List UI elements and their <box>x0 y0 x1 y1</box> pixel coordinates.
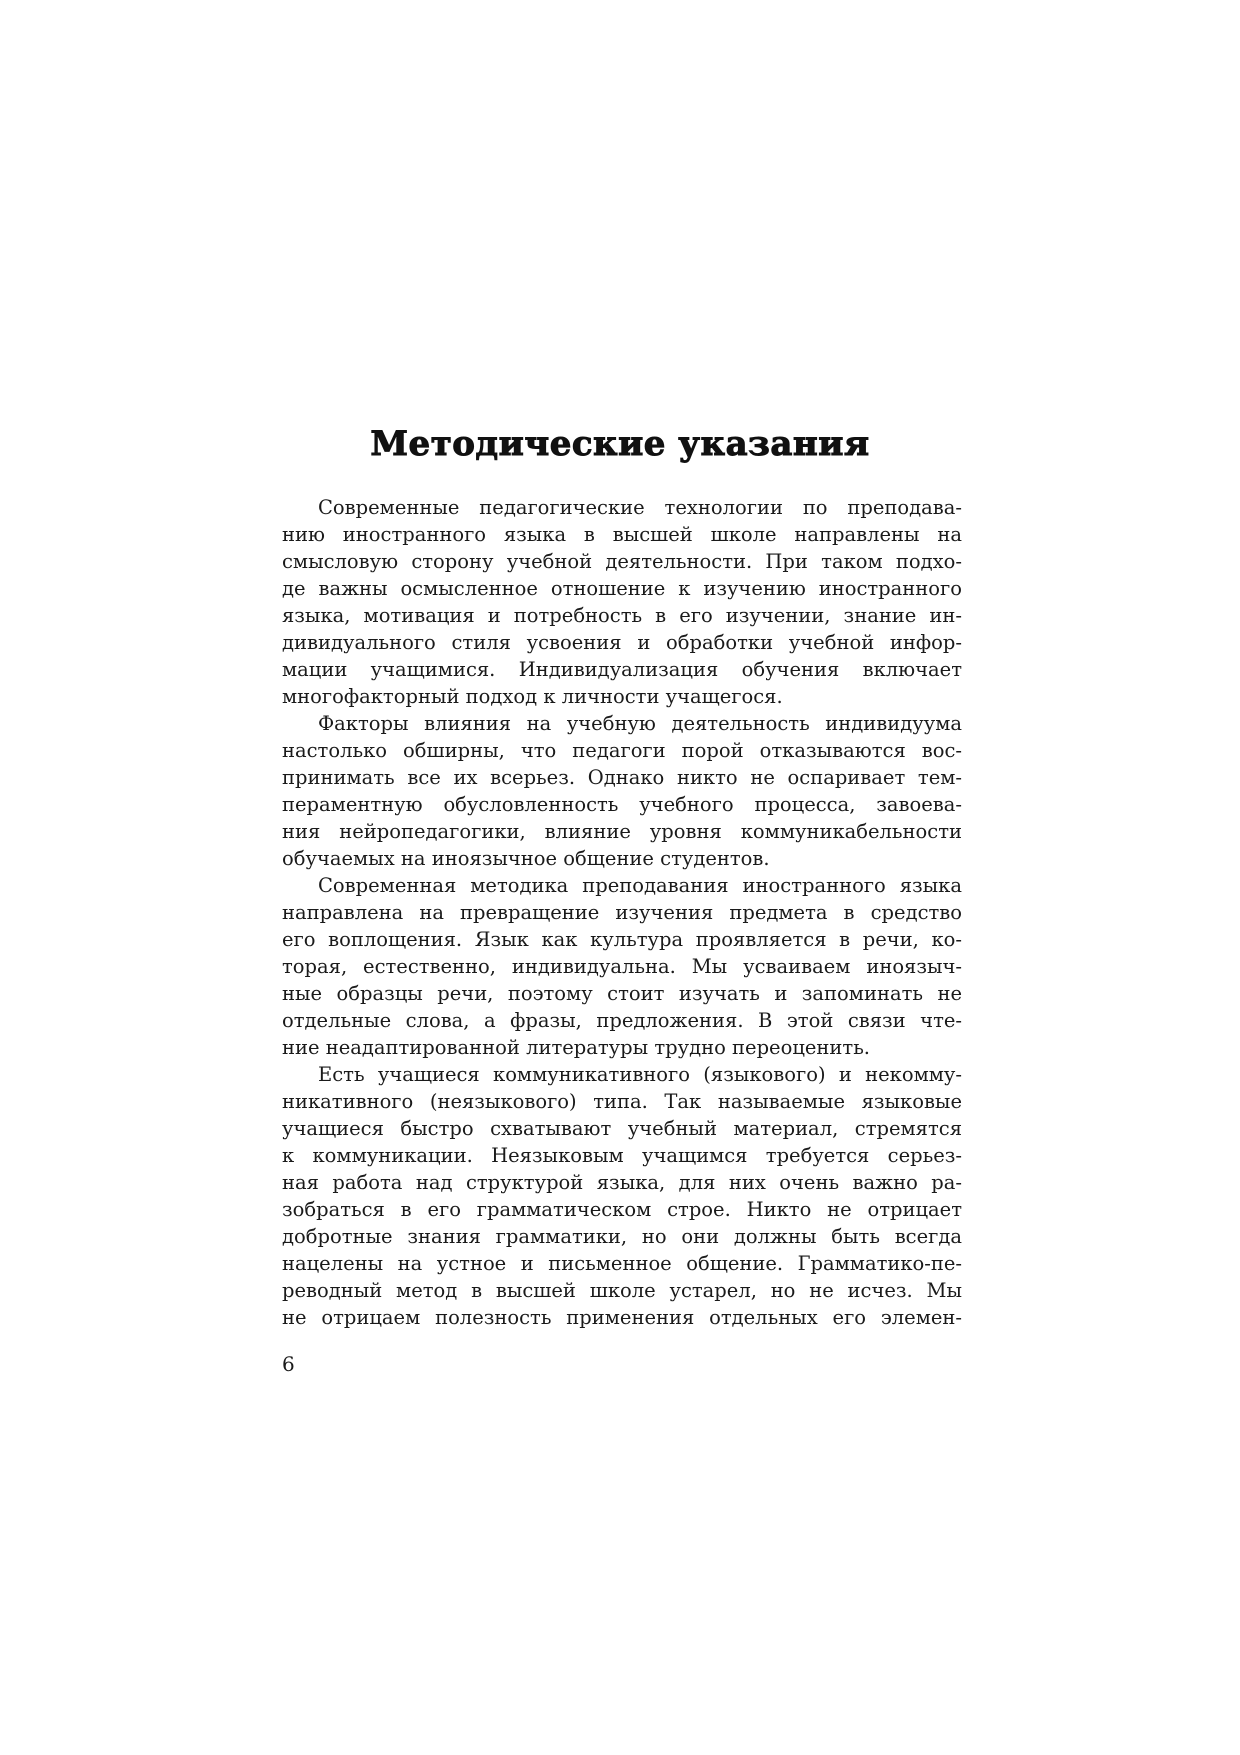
text-line: языка, мотивация и потребность в его изучении, знание ин- <box>282 604 962 627</box>
text-line: к коммуникации. Неязыковым учащимся требуется серьез- <box>282 1144 962 1167</box>
paragraph <box>282 872 962 1061</box>
paragraph <box>282 710 962 872</box>
body-text <box>282 494 962 1331</box>
text-line: Современная методика преподавания иностранного языка <box>318 874 962 897</box>
text-line: зобраться в его грамматическом строе. Никто не отрицает <box>282 1198 962 1221</box>
text-line: не отрицаем полезность применения отдельных его элемен- <box>282 1306 962 1329</box>
text-line: ние неадаптированной литературы трудно переоценить. <box>282 1036 871 1059</box>
text-line: принимать все их всерьез. Однако никто не оспаривает тем- <box>282 766 962 789</box>
text-line: ная работа над структурой языка, для них очень важно ра- <box>282 1171 962 1194</box>
text-line: реводный метод в высшей школе устарел, но не исчез. Мы <box>282 1279 962 1302</box>
text-line: пераментную обусловленность учебного процесса, завоева- <box>282 793 962 816</box>
text-line: никативного (неязыкового) типа. Так называемые языковые <box>282 1090 962 1113</box>
text-line: де важны осмысленное отношение к изучению иностранного <box>282 577 962 600</box>
paragraph <box>282 494 962 710</box>
text-line: его воплощения. Язык как культура проявляется в речи, ко- <box>282 928 962 951</box>
text-line: Есть учащиеся коммуникативного (языкового) и некомму- <box>318 1063 962 1086</box>
text-line: нацелены на устное и письменное общение. Грамматико-пе- <box>282 1252 962 1275</box>
text-line: Факторы влияния на учебную деятельность индивидуума <box>318 712 962 735</box>
text-line: направлена на превращение изучения предмета в средство <box>282 901 962 924</box>
text-line: нию иностранного языка в высшей школе направлены на <box>282 523 962 546</box>
text-line: мации учащимися. Индивидуализация обучения включает <box>282 658 962 681</box>
text-line: обучаемых на иноязычное общение студентов. <box>282 847 770 870</box>
page-title: Методические указания <box>370 424 870 464</box>
text-line: многофакторный подход к личности учащегося. <box>282 685 783 708</box>
text-line: Современные педагогические технологии по преподава- <box>318 496 962 519</box>
text-line: добротные знания грамматики, но они должны быть всегда <box>282 1225 962 1248</box>
text-line: дивидуального стиля усвоения и обработки учебной инфор- <box>282 631 962 654</box>
text-line: торая, естественно, индивидуальна. Мы усваиваем иноязыч- <box>282 955 962 978</box>
text-line: настолько обширны, что педагоги порой отказываются вос- <box>282 739 962 762</box>
text-line: ния нейропедагогики, влияние уровня коммуникабельности <box>282 820 962 843</box>
text-line: отдельные слова, а фразы, предложения. В этой связи чте- <box>282 1009 962 1032</box>
text-line: учащиеся быстро схватывают учебный материал, стремятся <box>282 1117 962 1140</box>
page-number: 6 <box>282 1352 295 1376</box>
text-line: ные образцы речи, поэтому стоит изучать и запоминать не <box>282 982 962 1005</box>
text-line: смысловую сторону учебной деятельности. При таком подхо- <box>282 550 962 573</box>
paragraph <box>282 1061 962 1331</box>
